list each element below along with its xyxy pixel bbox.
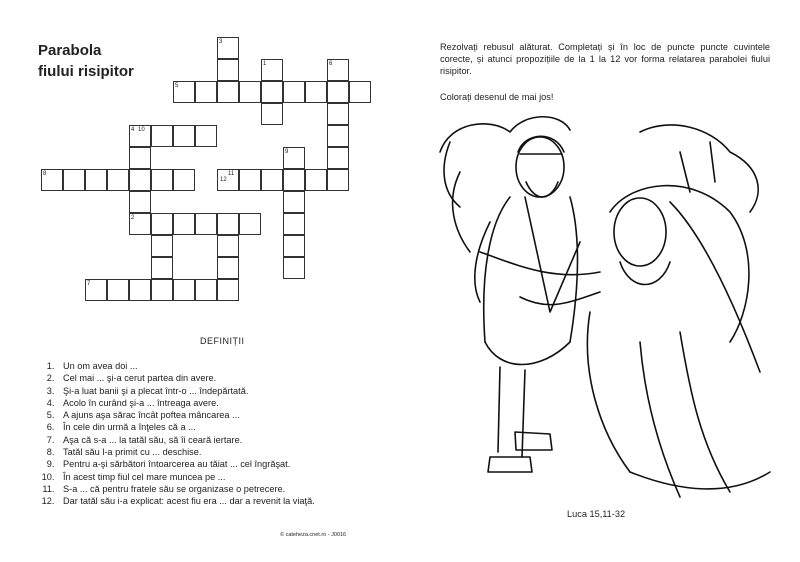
instructions-text: Rezolvați rebusul alăturat. Completați și în loc de puncte puncte cuvintele corecte, și atunci propozițiile de la 1 la 12 vor forma relatarea parabolei fiului risipitor. xyxy=(440,42,770,76)
crossword-cell[interactable] xyxy=(283,169,305,191)
crossword-cell[interactable] xyxy=(63,169,85,191)
clue-number: 8 xyxy=(43,171,47,177)
crossword-cell[interactable] xyxy=(151,169,173,191)
crossword-cell[interactable] xyxy=(283,191,305,213)
crossword-cell[interactable] xyxy=(283,213,305,235)
clue-number: 5 xyxy=(175,83,179,89)
title-line-2: fiului risipitor xyxy=(38,63,134,80)
crossword-cell[interactable] xyxy=(129,169,151,191)
crossword-cell[interactable] xyxy=(349,81,371,103)
crossword-cell[interactable] xyxy=(217,81,239,103)
definition-item: 10. În acest timp fiul cel mare muncea pe ... xyxy=(57,471,387,483)
clue-number: 10 xyxy=(138,127,145,133)
crossword-cell[interactable] xyxy=(327,125,349,147)
definition-item: 1. Un om avea doi ... xyxy=(57,360,387,372)
crossword-cell[interactable] xyxy=(217,213,239,235)
crossword-cell[interactable] xyxy=(305,81,327,103)
crossword-cell[interactable] xyxy=(107,169,129,191)
definition-item: 4. Acolo în curând şi-a ... întreaga avere. xyxy=(57,397,387,409)
crossword-cell[interactable] xyxy=(195,81,217,103)
crossword-cell[interactable] xyxy=(283,257,305,279)
crossword-cell[interactable] xyxy=(129,191,151,213)
crossword-cell[interactable] xyxy=(217,59,239,81)
crossword-cell[interactable] xyxy=(107,279,129,301)
crossword-cell[interactable] xyxy=(217,235,239,257)
clue-number: 3 xyxy=(219,39,223,45)
clue-number: 1 xyxy=(263,61,267,67)
crossword-cell[interactable] xyxy=(283,81,305,103)
definition-item: 9. Pentru a-şi sărbători întoarcerea au tăiat ... cel îngrăşat. xyxy=(57,458,387,470)
crossword-cell[interactable] xyxy=(151,235,173,257)
crossword-cell[interactable] xyxy=(151,279,173,301)
crossword-cell[interactable] xyxy=(151,257,173,279)
crossword-cell[interactable] xyxy=(327,103,349,125)
clue-number: 6 xyxy=(329,61,333,67)
credit-text: © cateheza.cnet.ro - J0016 xyxy=(280,532,347,538)
crossword-cell[interactable] xyxy=(129,279,151,301)
crossword-cell[interactable] xyxy=(327,81,349,103)
clue-number: 9 xyxy=(285,149,289,155)
clue-number: 4 xyxy=(131,127,135,133)
crossword-cell[interactable] xyxy=(173,125,195,147)
prodigal-son-coloring-icon xyxy=(430,112,775,507)
definition-item: 8. Tatăl său l-a primit cu ... deschise. xyxy=(57,446,387,458)
crossword-cell[interactable] xyxy=(327,147,349,169)
crossword-cell[interactable] xyxy=(173,213,195,235)
title-line-1: Parabola xyxy=(38,42,102,59)
definition-item: 2. Cel mai ... şi-a cerut partea din avere. xyxy=(57,372,387,384)
crossword-cell[interactable] xyxy=(195,279,217,301)
crossword-cell[interactable] xyxy=(217,257,239,279)
crossword-cell[interactable] xyxy=(151,125,173,147)
definitions-heading: DEFINIȚII xyxy=(200,336,245,346)
definitions-list xyxy=(40,360,387,508)
clue-number: 11 xyxy=(228,171,235,177)
definition-item: 12. Dar tatăl său i-a explicat: acest fiu era ... dar a revenit la viaţă. xyxy=(57,495,387,507)
crossword-cell[interactable] xyxy=(173,279,195,301)
crossword-cell[interactable] xyxy=(239,81,261,103)
clue-number: 7 xyxy=(87,281,91,287)
crossword-cell[interactable] xyxy=(239,213,261,235)
bible-reference: Luca 15,11-32 xyxy=(567,509,626,519)
crossword-cell[interactable] xyxy=(239,169,261,191)
coloring-prompt: Colorați desenul de mai jos! xyxy=(440,92,554,102)
crossword-cell[interactable] xyxy=(173,169,195,191)
clue-number: 12 xyxy=(220,177,227,183)
crossword-cell[interactable] xyxy=(85,169,107,191)
crossword-cell[interactable] xyxy=(305,169,327,191)
definition-item: 7. Aşa că s-a ... la tatăl său, să îi ceară iertare. xyxy=(57,434,387,446)
crossword-cell[interactable] xyxy=(217,279,239,301)
clue-number: 2 xyxy=(131,215,135,221)
crossword-cell[interactable] xyxy=(261,103,283,125)
definition-item: 6. În cele din urmă a înţeles că a ... xyxy=(57,421,387,433)
crossword-cell[interactable] xyxy=(195,213,217,235)
crossword-cell[interactable] xyxy=(151,213,173,235)
crossword-cell[interactable] xyxy=(195,125,217,147)
crossword-grid xyxy=(0,0,400,330)
definition-item: 11. S-a ... că pentru fratele său se organizase o petrecere. xyxy=(57,483,387,495)
crossword-cell[interactable] xyxy=(261,169,283,191)
crossword-cell[interactable] xyxy=(283,235,305,257)
crossword-cell[interactable] xyxy=(129,147,151,169)
crossword-cell[interactable] xyxy=(327,169,349,191)
definition-item: 3. Şi-a luat banii şi a plecat într-o ... îndepărtată. xyxy=(57,385,387,397)
definition-item: 5. A ajuns aşa sărac încât poftea mâncarea ... xyxy=(57,409,387,421)
crossword-cell[interactable] xyxy=(261,81,283,103)
